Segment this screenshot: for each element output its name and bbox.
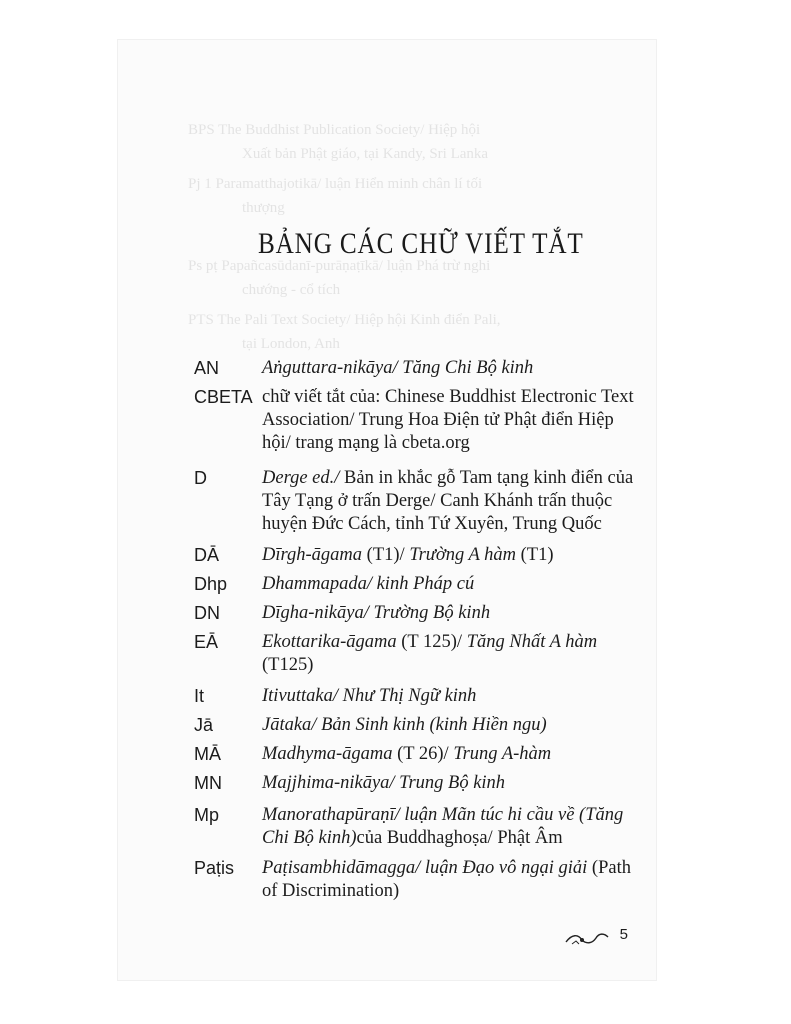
abbreviation-definition: Ekottarika-āgama (T 125)/ Tăng Nhất A hàm (T125)	[262, 632, 598, 675]
abbreviation-definition: Manorathapūraṇī/ luận Mãn túc hi cầu về (Tăng Chi Bộ kinh)của Buddhaghoṣa/ Phật Âm	[262, 805, 624, 848]
abbreviation-code: Dhp	[194, 574, 228, 594]
abbreviation-definition: Paṭisambhidāmagga/ luận Đạo vô ngại giải (Path of Discrimination)	[262, 858, 631, 901]
bleed-through-line: chướng - cổ tích	[242, 282, 341, 298]
bleed-through-line: PTS The Pali Text Society/ Hiệp hội Kinh điển Pali,	[188, 312, 501, 328]
abbreviation-definition: Itivuttaka/ Như Thị Ngữ kinh	[262, 686, 477, 706]
abbreviation-definition: Derge ed./ Bản in khắc gỗ Tam tạng kinh điển của Tây Tạng ở trấn Derge/ Canh Khánh trấn thuộc huyện Đức Cách, tỉnh Tứ Xuyên, Trung Quốc	[262, 468, 634, 534]
abbreviation-code: D	[194, 468, 207, 488]
abbreviation-definition: Dīgha-nikāya/ Trường Bộ kinh	[262, 603, 491, 623]
abbreviation-code: MĀ	[194, 744, 221, 764]
abbreviation-code: Paṭis	[194, 858, 235, 878]
abbreviation-definition: Jātaka/ Bản Sinh kinh (kinh Hiền ngu)	[262, 715, 547, 735]
abbreviation-definition: Madhyma-āgama (T 26)/ Trung A-hàm	[262, 744, 552, 764]
abbreviation-definition: Dhammapada/ kinh Pháp cú	[262, 574, 475, 594]
abbreviation-code: AN	[194, 358, 220, 378]
abbreviation-code: It	[194, 686, 205, 706]
bleed-through-line: BPS The Buddhist Publication Society/ Hiệp hội	[188, 122, 481, 138]
abbreviation-definition: Aṅguttara-nikāya/ Tăng Chi Bộ kinh	[262, 358, 534, 378]
bleed-through-line: Pj 1 Paramatthajotikā/ luận Hiển minh chân lí tối	[188, 176, 483, 192]
abbreviation-code: MN	[194, 773, 222, 793]
bleed-through-line: tại London, Anh	[242, 336, 340, 352]
bleed-through-line: Xuất bản Phật giáo, tại Kandy, Sri Lanka	[242, 146, 489, 162]
page-title: BẢNG CÁC CHỮ VIẾT TẮT	[258, 227, 584, 260]
ornament-icon	[564, 928, 612, 948]
abbreviation-code: EĀ	[194, 632, 219, 652]
abbreviation-definition: Dīrgh-āgama (T1)/ Trường A hàm (T1)	[262, 545, 554, 565]
abbreviation-code: DN	[194, 603, 220, 623]
abbreviation-code: CBETA	[194, 387, 253, 407]
abbreviation-code: Mp	[194, 805, 220, 825]
page-folio	[560, 924, 640, 950]
abbreviation-definition: chữ viết tắt của: Chinese Buddhist Electronic Text Association/ Trung Hoa Điện tử Phật điển Hiệp hội/ trang mạng là cbeta.org	[262, 387, 634, 453]
page-number: 5	[619, 926, 628, 943]
bleed-through-line: thượng	[242, 200, 285, 216]
abbreviation-definition: Majjhima-nikāya/ Trung Bộ kinh	[262, 773, 506, 793]
bleed-through-line: Ps pṭ Papañcasūdanī-purāṇaṭīkā/ luận Phá trừ nghi	[188, 258, 491, 274]
abbreviation-code: Jā	[194, 715, 214, 735]
abbreviation-code: DĀ	[194, 545, 220, 565]
